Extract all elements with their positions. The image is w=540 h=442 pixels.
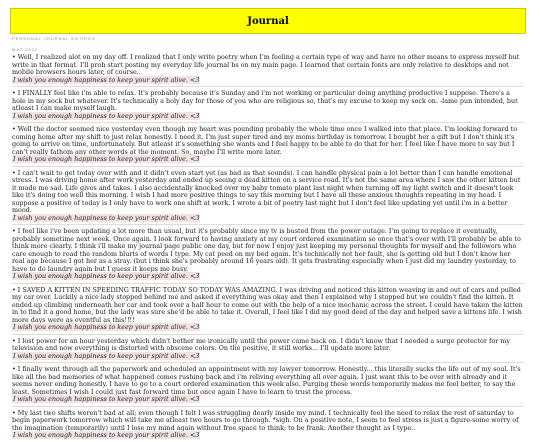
entry-divider: [12, 406, 524, 407]
journal-entry: [12, 287, 524, 332]
journal-entry: [12, 410, 524, 440]
entry-text: • I can't wait to get today over with and it didn't even start yet (as bad as that sounds). I can handle physical pain a lot better than I can handle emotional stress. I was driving home after work yesterday and ended up seeing a dead kitten on a service road. It's not the same area where I saw the other kitten but it made me sad. Life gives and takes. I also accidentally knocked over my baby tomato plant last night when turning off my light switch and it doesn't look like it's doing too well this morning. I wish I had more positive things to say this morning but I have all these anxious thoughts repeating in my head. I suppose a positive of today is I only have to work one shift at work. I wrote a bit of poetry last night but I don't feel like updating yet until i'm in a better mood.: [12, 168, 521, 214]
entry-signature: [12, 215, 524, 223]
entry-signature: [12, 432, 524, 440]
signature-text: I wish you enough happiness to keep your spirit alive. <3: [13, 431, 200, 439]
journal-entry: [12, 126, 524, 164]
journal-entry: [12, 90, 524, 120]
entry-divider: [12, 283, 524, 284]
signature-text: I wish you enough happiness to keep your spirit alive. <3: [13, 213, 200, 222]
entry-date: MAY 2011: [12, 47, 39, 52]
page-subtitle: PERSONAL JOURNAL ENTRIES: [12, 36, 96, 41]
signature-text: I wish you enough happiness to keep your spirit alive. <3: [13, 323, 200, 331]
signature-text: I wish you enough happiness to keep your spirit alive. <3: [13, 111, 200, 120]
page-title: Journal: [247, 15, 289, 27]
journal-content: [12, 47, 524, 442]
entry-signature: [12, 396, 524, 404]
entry-text: • Well, I realized alot on my day off. I realized that I only write poetry when I'm feeling a certain type of way and have no other means to express myself but write in that format. I'll prob start posting my everyday life journal bs on my main page. I learned that certain fonts are only relative to desktops and not mobile browsers hours later, of course..: [12, 53, 520, 76]
entry-divider: [12, 122, 524, 123]
entry-signature: [12, 273, 524, 281]
entry-text: • I feel like i've been updating a lot more than usual, but it's probably since my tv is busted from the power outage. I'm going to replace it eventually, probably sometime next week. Once again. I look forward to having anxiety at my court ordered examination so once that's over with I'll probably be able to think more clearly. I think i'll make my journal page public one day, but for now I enjoy just keeping my personal thoughts for myself and the followers who care enough to read the random blurts of words I type. My cat peed on my bed again. It's technically not her fault, she is getting old but I don't know her real age because I got her as a stray. (but i think she's probably around 16 years old). It gets frustrating especially when I just did my laundry yesterday, to have to do laundry again but I guess it keeps me busy.: [12, 227, 521, 273]
signature-text: I wish you enough happiness to keep your spirit alive. <3: [13, 395, 200, 403]
entry-divider: [12, 86, 524, 87]
entry-signature: [12, 324, 524, 332]
entry-divider: [12, 166, 524, 167]
entry-text: • My last two shifts weren't bad at all; even though I felt I was struggling dearly inside my mind. I technically feel the need to relax the rest of saturday to begin paperwork tomorrow which will take me atleast two hours to go through. *sigh. On a positive note, I seem to feel stress is just a figure-some worry of the imagination (temporarily) until I lose my mind again without free space to think; to be frank. Another thought as I type..: [12, 408, 519, 432]
journal-header: [10, 8, 526, 34]
entry-divider: [12, 334, 524, 335]
journal-entry: [12, 366, 524, 404]
entry-signature: [12, 113, 524, 121]
entry-signature: [12, 353, 524, 361]
entries-list: [12, 54, 524, 440]
signature-text: I wish you enough happiness to keep your spirit alive. <3: [13, 272, 200, 280]
entry-signature: [12, 156, 524, 164]
entry-text: • I finally went through all the paperwork and scheduled an appointment with my lawyer tomorrow. Honestly... this literally sucks the life out of my soul. It's like all the bad memories of what happened comes rushing back and i'm reliving everything all over again. I just want this to be over with already and it seems never ending honestly. I have to go to a court ordered examination this week also. Purging these words temporarily makes me feel better, to say the least. Sometimes I wish I could just fast forward time but once again I have to learn to trust the process.: [12, 365, 521, 396]
signature-text: I wish you enough happiness to keep your spirit alive. <3: [13, 75, 200, 84]
entry-divider: [12, 224, 524, 225]
entry-text: • I SAVED A KITTEN IN SPEEDING TRAFFIC TODAY SO TODAY WAS AMAZING. I was driving and noticed this kitten weaving in and out of cars and pulled my car over. Luckily a nice lady stopped behind me and asked if everything was okay and then I explained why I stopped but we couldn't find the kitten. It ended up climbing underneath her car and took over a half hour to come out with the help of a nice mechanic across the street. I could have taken the kitten in to find it a good home, but the lady was sure she'd be able to take it. Overall, I feel like I did my good deed of the day and helped save a kittens life. I wish more days were as eventful as this!!!!: [12, 285, 523, 324]
journal-entry: [12, 170, 524, 223]
journal-entry: [12, 228, 524, 281]
journal-entry: [12, 54, 524, 84]
entry-signature: [12, 77, 524, 85]
journal-entry: [12, 338, 524, 361]
signature-text: I wish you enough happiness to keep your spirit alive. <3: [13, 155, 200, 163]
entry-text: • Well the doctor seemed nice yesterday even though my heart was pounding probably the whole time once I walked into that place. I'm looking forward to coming home after my shift to just relax honestly. I need it. I'm just super tired and my moms birthday is tomorrow. I bought her a gift but I don't think it's going to arrive on time, unfortunately. But atleast it's something she wants and I feel happy to be able to do that for her. I feel like I have more to say but I can't really fathom any other words at the moment. So, maybe I'll write more later.: [12, 125, 518, 156]
entry-text: • I lost power for an hour yesterday which didn't bother me ironically until the power came back on. I didn't know that I needed a surge protector for my television and now everything is distorted with obscene colors. On the positive, it still works... I'll update more later.: [12, 336, 510, 352]
signature-text: I wish you enough happiness to keep your spirit alive. <3: [13, 351, 200, 360]
entry-divider: [12, 362, 524, 363]
entry-text: • I FINALLY feel like i'm able to relax. It's probably because it's Sunday and i'm not working or particular doing anything productive I suppose. There's a hole in my sock but whatever. It's technically a holy day for those of you who are religious so, that's my excuse to keep my sock on. -lame pun intended, but atleast I can make myself laugh.: [12, 89, 518, 112]
